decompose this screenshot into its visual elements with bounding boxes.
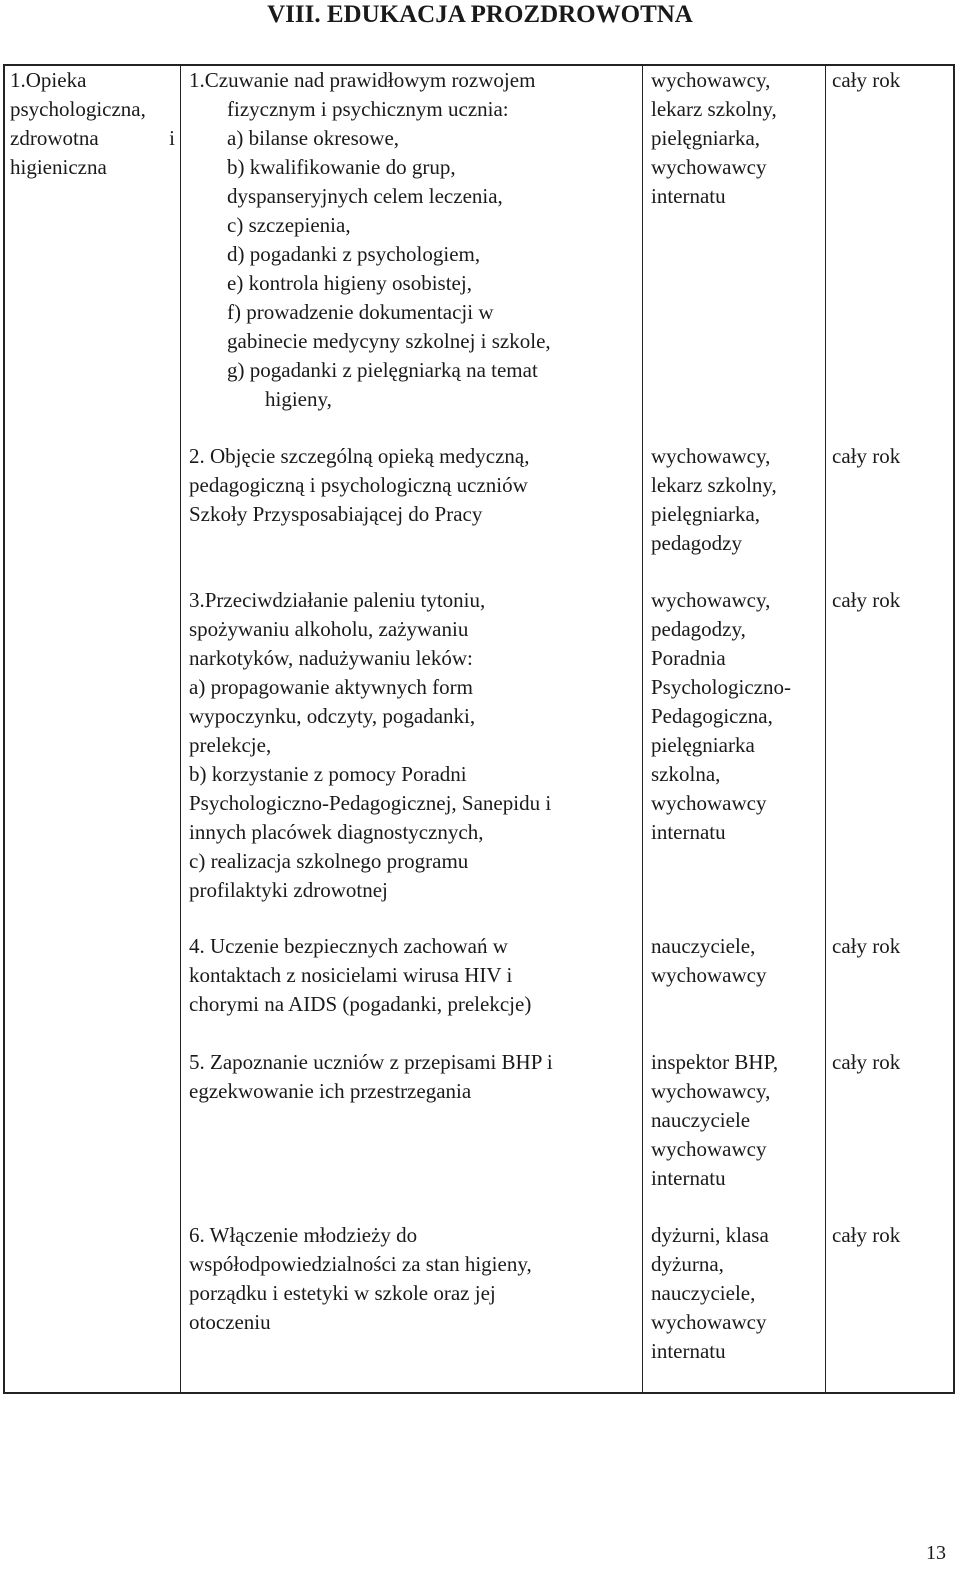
responsible-line: pielęgniarka, xyxy=(651,502,761,526)
task-5-term: cały rok xyxy=(832,1050,901,1074)
task-line: 2. Objęcie szczególną opieką medyczną, xyxy=(189,444,530,468)
responsible-line: lekarz szkolny, xyxy=(651,97,777,121)
task-3-responsible xyxy=(651,586,821,847)
responsible-line: wychowawcy, xyxy=(651,1079,771,1103)
area-line: psychologiczna, xyxy=(10,97,146,121)
area-cell xyxy=(10,66,175,182)
task-line: a) bilanse okresowe, xyxy=(227,126,400,150)
responsible-line: internatu xyxy=(651,820,726,844)
task-line: d) pogadanki z psychologiem, xyxy=(227,242,481,266)
task-line: 1.Czuwanie nad prawidłowym rozwojem xyxy=(189,68,536,92)
task-4 xyxy=(189,932,634,1019)
responsible-line: internatu xyxy=(651,1166,726,1190)
responsible-line: wychowawcy xyxy=(651,155,767,179)
task-line: otoczeniu xyxy=(189,1310,271,1334)
column-divider xyxy=(825,64,826,1394)
task-line: kontaktach z nosicielami wirusa HIV i xyxy=(189,963,513,987)
task-6-responsible xyxy=(651,1221,821,1366)
task-line: a) propagowanie aktywnych form xyxy=(189,675,473,699)
responsible-line: wychowawcy xyxy=(651,1137,767,1161)
responsible-line: szkolna, xyxy=(651,762,721,786)
responsible-line: wychowawcy xyxy=(651,1310,767,1334)
area-line: higieniczna xyxy=(10,155,107,179)
responsible-line: dyżurni, klasa xyxy=(651,1223,769,1247)
responsible-line: wychowawcy, xyxy=(651,68,771,92)
responsible-line: pielęgniarka, xyxy=(651,126,761,150)
task-2 xyxy=(189,442,634,529)
task-line: 6. Włączenie młodzieży do xyxy=(189,1223,418,1247)
task-1-responsible xyxy=(651,66,821,211)
task-line: innych placówek diagnostycznych, xyxy=(189,820,484,844)
page-number: 13 xyxy=(926,1542,946,1564)
task-line: narkotyków, nadużywaniu leków: xyxy=(189,646,473,670)
task-line: Psychologiczno-Pedagogicznej, Sanepidu i xyxy=(189,791,552,815)
task-2-responsible xyxy=(651,442,821,558)
responsible-line: inspektor BHP, xyxy=(651,1050,779,1074)
task-line: gabinecie medycyny szkolnej i szkole, xyxy=(227,329,551,353)
responsible-line: wychowawcy, xyxy=(651,588,771,612)
task-line: fizycznym i psychicznym ucznia: xyxy=(227,97,509,121)
area-word: i xyxy=(169,126,175,150)
responsible-line: nauczyciele xyxy=(651,1108,751,1132)
task-line: higieny, xyxy=(265,387,332,411)
responsible-line: wychowawcy xyxy=(651,963,767,987)
task-1 xyxy=(189,66,634,414)
task-line: porządku i estetyki w szkole oraz jej xyxy=(189,1281,496,1305)
task-5-responsible xyxy=(651,1048,821,1193)
task-3 xyxy=(189,586,634,905)
area-line xyxy=(10,124,175,153)
task-line: chorymi na AIDS (pogadanki, prelekcje) xyxy=(189,992,532,1016)
responsible-line: internatu xyxy=(651,1339,726,1363)
responsible-line: pedagodzy, xyxy=(651,617,746,641)
task-line: egzekwowanie ich przestrzegania xyxy=(189,1079,472,1103)
responsible-line: lekarz szkolny, xyxy=(651,473,777,497)
task-line: 3.Przeciwdziałanie paleniu tytoniu, xyxy=(189,588,486,612)
task-3-term: cały rok xyxy=(832,588,901,612)
area-line: 1.Opieka xyxy=(10,68,87,92)
responsible-line: nauczyciele, xyxy=(651,934,756,958)
task-6 xyxy=(189,1221,634,1337)
responsible-line: pedagodzy xyxy=(651,531,742,555)
task-line: wypoczynku, odczyty, pogadanki, xyxy=(189,704,476,728)
task-line: b) korzystanie z pomocy Poradni xyxy=(189,762,467,786)
task-line: pedagogiczną i psychologiczną uczniów xyxy=(189,473,528,497)
task-6-term: cały rok xyxy=(832,1223,901,1247)
area-word: zdrowotna xyxy=(10,126,99,150)
task-line: c) szczepienia, xyxy=(227,213,351,237)
responsible-line: internatu xyxy=(651,184,726,208)
responsible-line: wychowawcy, xyxy=(651,444,771,468)
task-line: 5. Zapoznanie uczniów z przepisami BHP i xyxy=(189,1050,553,1074)
task-line: prelekcje, xyxy=(189,733,272,757)
task-line: e) kontrola higieny osobistej, xyxy=(227,271,472,295)
task-2-term: cały rok xyxy=(832,444,901,468)
task-line: f) prowadzenie dokumentacji w xyxy=(227,300,494,324)
responsible-line: Poradnia xyxy=(651,646,726,670)
task-line: c) realizacja szkolnego programu xyxy=(189,849,469,873)
task-line: 4. Uczenie bezpiecznych zachowań w xyxy=(189,934,508,958)
task-4-term: cały rok xyxy=(832,934,901,958)
task-5 xyxy=(189,1048,634,1106)
task-line: g) pogadanki z pielęgniarką na temat xyxy=(227,358,538,382)
task-line: spożywaniu alkoholu, zażywaniu xyxy=(189,617,469,641)
task-4-responsible xyxy=(651,932,821,990)
column-divider xyxy=(180,64,181,1394)
task-line: Szkoły Przysposabiającej do Pracy xyxy=(189,502,483,526)
column-divider xyxy=(642,64,643,1394)
responsible-line: wychowawcy xyxy=(651,791,767,815)
task-line: dyspanseryjnych celem leczenia, xyxy=(227,184,503,208)
responsible-line: Pedagogiczna, xyxy=(651,704,773,728)
task-1-term: cały rok xyxy=(832,68,901,92)
page-title: VIII. EDUKACJA PROZDROWOTNA xyxy=(267,1,693,28)
responsible-line: pielęgniarka xyxy=(651,733,755,757)
task-line: b) kwalifikowanie do grup, xyxy=(227,155,456,179)
task-line: profilaktyki zdrowotnej xyxy=(189,878,388,902)
responsible-line: Psychologiczno- xyxy=(651,675,791,699)
responsible-line: dyżurna, xyxy=(651,1252,724,1276)
task-line: współodpowiedzialności za stan higieny, xyxy=(189,1252,532,1276)
responsible-line: nauczyciele, xyxy=(651,1281,756,1305)
